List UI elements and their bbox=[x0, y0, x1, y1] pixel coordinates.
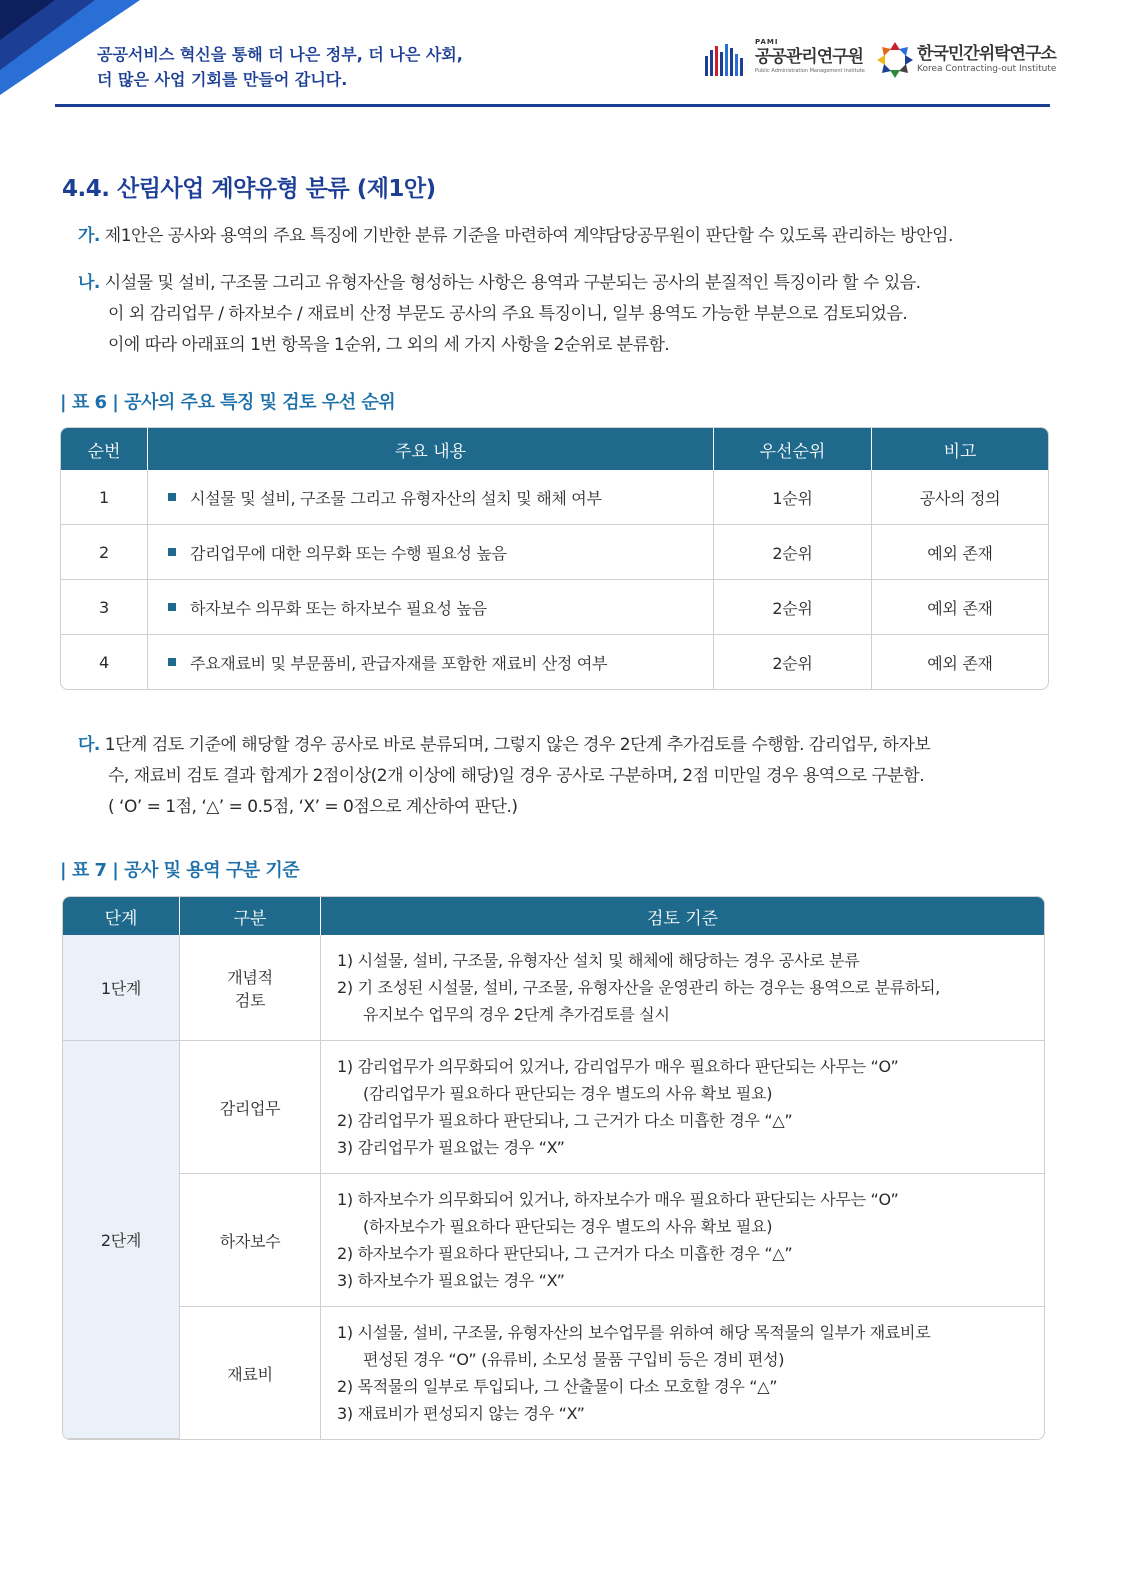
table-row bbox=[63, 1174, 1044, 1307]
table7-header-criteria: 검토 기준 bbox=[321, 897, 1044, 935]
category-cell: 재료비 bbox=[180, 1307, 321, 1439]
paragraph-ga bbox=[78, 221, 1043, 252]
criteria-item: 3) 감리업무가 필요없는 경우 “X” bbox=[337, 1138, 565, 1157]
table7-header-row bbox=[63, 897, 1044, 935]
row-note: 예외 존재 bbox=[872, 580, 1048, 635]
paragraph-na-marker: 나. bbox=[78, 273, 100, 293]
paragraph-na bbox=[78, 268, 1043, 361]
criteria-item: 1) 시설물, 설비, 구조물, 유형자산의 보수업무를 위하여 해당 목적물의 일부가 재료비로 bbox=[337, 1323, 931, 1342]
row-no: 4 bbox=[61, 635, 148, 689]
row-content-text: 하자보수 의무화 또는 하자보수 필요성 높음 bbox=[190, 598, 487, 618]
paragraph-ga-marker: 가. bbox=[78, 226, 100, 246]
row-priority: 2순위 bbox=[714, 580, 872, 635]
tagline-line-2: 더 많은 사업 기회를 만들어 갑니다. bbox=[97, 70, 348, 89]
category-cell: 감리업무 bbox=[180, 1041, 321, 1174]
criteria-item-continued: 편성된 경우 “O” (유류비, 소모성 물품 구입비 등은 경비 편성) bbox=[363, 1350, 785, 1369]
kci-logo-text bbox=[917, 44, 1056, 75]
criteria-item: 3) 재료비가 편성되지 않는 경우 “X” bbox=[337, 1404, 585, 1423]
paragraph-da-line-3: ( ‘O’ = 1점, ‘△’ = 0.5점, ‘X’ = 0점으로 계산하여 판단.) bbox=[108, 797, 518, 817]
criteria-item-continued: (하자보수가 필요하다 판단되는 경우 별도의 사유 확보 필요) bbox=[363, 1217, 773, 1236]
criteria-cell bbox=[321, 1307, 1044, 1439]
criteria-cell bbox=[321, 935, 1044, 1041]
row-content bbox=[148, 525, 714, 580]
row-content-text: 시설물 및 설비, 구조물 그리고 유형자산의 설치 및 해체 여부 bbox=[190, 488, 602, 508]
stage-cell: 1단계 bbox=[63, 935, 180, 1041]
category-cell: 하자보수 bbox=[180, 1174, 321, 1307]
pami-logo-icon bbox=[705, 42, 749, 78]
table-row bbox=[61, 525, 1048, 580]
table6-header-note: 비고 bbox=[872, 428, 1048, 470]
table-row bbox=[61, 470, 1048, 525]
criteria-item: 2) 하자보수가 필요하다 판단되나, 그 근거가 다소 미흡한 경우 “△” bbox=[337, 1244, 793, 1263]
tagline-line-1: 공공서비스 혁신을 통해 더 나은 정부, 더 나은 사회, bbox=[97, 45, 463, 64]
table7-caption: | 표 7 | 공사 및 용역 구분 기준 bbox=[60, 860, 300, 881]
row-priority: 2순위 bbox=[714, 525, 872, 580]
pami-logo-text bbox=[755, 38, 865, 75]
table7-header-stage: 단계 bbox=[63, 897, 180, 935]
row-priority: 2순위 bbox=[714, 635, 872, 689]
row-priority: 1순위 bbox=[714, 470, 872, 525]
paragraph-da bbox=[78, 730, 1043, 823]
kci-name: 한국민간위탁연구소 bbox=[917, 44, 1056, 64]
criteria-item-continued: 유지보수 업무의 경우 2단계 추가검토를 실시 bbox=[363, 1005, 670, 1024]
row-content-text: 주요재료비 및 부문품비, 관급자재를 포함한 재료비 산정 여부 bbox=[190, 653, 608, 673]
table-row bbox=[61, 580, 1048, 635]
criteria-item-continued: (감리업무가 필요하다 판단되는 경우 별도의 사유 확보 필요) bbox=[363, 1084, 773, 1103]
criteria-item: 2) 감리업무가 필요하다 판단되나, 그 근거가 다소 미흡한 경우 “△” bbox=[337, 1111, 793, 1130]
criteria-item: 1) 시설물, 설비, 구조물, 유형자산 설치 및 해체에 해당하는 경우 공사로 분류 bbox=[337, 951, 860, 970]
table7 bbox=[62, 896, 1045, 1440]
table-row bbox=[63, 935, 1044, 1041]
category-line: 검토 bbox=[234, 990, 266, 1010]
pami-english-name: Public Administration Management Institute bbox=[755, 68, 865, 74]
table-row bbox=[61, 635, 1048, 689]
criteria-item: 1) 하자보수가 의무화되어 있거나, 하자보수가 매우 필요하다 판단되는 사무는 “O” bbox=[337, 1190, 899, 1209]
table6-caption: | 표 6 | 공사의 주요 특징 및 검토 우선 순위 bbox=[60, 392, 396, 413]
row-content-text: 감리업무에 대한 의무화 또는 수행 필요성 높음 bbox=[190, 543, 507, 563]
paragraph-da-line-2: 수, 재료비 검토 결과 합계가 2점이상(2개 이상에 해당)일 경우 공사로 구분하며, 2점 미만일 경우 용역으로 구분함. bbox=[108, 766, 925, 786]
table-row bbox=[63, 1307, 1044, 1439]
square-bullet-icon bbox=[168, 603, 176, 611]
row-content bbox=[148, 470, 714, 525]
stage-cell: 2단계 bbox=[63, 1041, 180, 1439]
category-cell bbox=[180, 935, 321, 1041]
table-row bbox=[63, 1041, 1044, 1174]
table7-header-category: 구분 bbox=[180, 897, 321, 935]
header-tagline bbox=[97, 42, 463, 92]
paragraph-ga-text: 제1안은 공사와 용역의 주요 특징에 기반한 분류 기준을 마련하여 계약담당공무원이 판단할 수 있도록 관리하는 방안임. bbox=[104, 226, 953, 246]
row-content bbox=[148, 580, 714, 635]
kci-english-name: Korea Contracting-out Institute bbox=[917, 64, 1057, 74]
pami-name: 공공관리연구원 bbox=[755, 47, 863, 67]
row-note: 공사의 정의 bbox=[872, 470, 1048, 525]
header-divider bbox=[55, 104, 1050, 107]
paragraph-na-line-1: 시설물 및 설비, 구조물 그리고 유형자산을 형성하는 사항은 용역과 구분되는 공사의 분질적인 특징이라 할 수 있음. bbox=[104, 273, 921, 293]
category-line: 개념적 bbox=[227, 967, 273, 987]
row-content bbox=[148, 635, 714, 689]
criteria-item: 3) 하자보수가 필요없는 경우 “X” bbox=[337, 1271, 565, 1290]
square-bullet-icon bbox=[168, 548, 176, 556]
square-bullet-icon bbox=[168, 658, 176, 666]
table6-header-no: 순번 bbox=[61, 428, 148, 470]
table6 bbox=[60, 427, 1049, 690]
row-note: 예외 존재 bbox=[927, 653, 993, 673]
row-no: 3 bbox=[61, 580, 148, 635]
section-title: 4.4. 산림사업 계약유형 분류 (제1안) bbox=[62, 176, 436, 202]
table6-header-row bbox=[61, 428, 1048, 470]
criteria-cell bbox=[321, 1174, 1044, 1307]
kci-logo-icon bbox=[875, 40, 915, 80]
paragraph-da-line-1: 1단계 검토 기준에 해당할 경우 공사로 바로 분류되며, 그렇지 않은 경우 2단계 추가검토를 수행함. 감리업무, 하자보 bbox=[104, 735, 931, 755]
header-logos bbox=[705, 38, 1065, 82]
square-bullet-icon bbox=[168, 493, 176, 501]
criteria-item: 2) 기 조성된 시설물, 설비, 구조물, 유형자산을 운영관리 하는 경우는 용역으로 분류하되, bbox=[337, 978, 940, 997]
row-note: 예외 존재 bbox=[872, 525, 1048, 580]
criteria-item: 1) 감리업무가 의무화되어 있거나, 감리업무가 매우 필요하다 판단되는 사무는 “O” bbox=[337, 1057, 899, 1076]
table6-header-content: 주요 내용 bbox=[148, 428, 714, 470]
pami-abbr: PAMI bbox=[755, 38, 779, 46]
paragraph-da-marker: 다. bbox=[78, 735, 100, 755]
paragraph-na-line-3: 이에 따라 아래표의 1번 항목을 1순위, 그 외의 세 가지 사항을 2순위로 분류함. bbox=[108, 335, 670, 355]
table6-header-priority: 우선순위 bbox=[714, 428, 872, 470]
paragraph-na-line-2: 이 외 감리업무 / 하자보수 / 재료비 산정 부문도 공사의 주요 특징이니, 일부 용역도 가능한 부분으로 검토되었음. bbox=[108, 304, 908, 324]
row-no: 2 bbox=[61, 525, 148, 580]
criteria-cell bbox=[321, 1041, 1044, 1174]
criteria-item: 2) 목적물의 일부로 투입되나, 그 산출물이 다소 모호할 경우 “△” bbox=[337, 1377, 778, 1396]
row-no: 1 bbox=[61, 470, 148, 525]
